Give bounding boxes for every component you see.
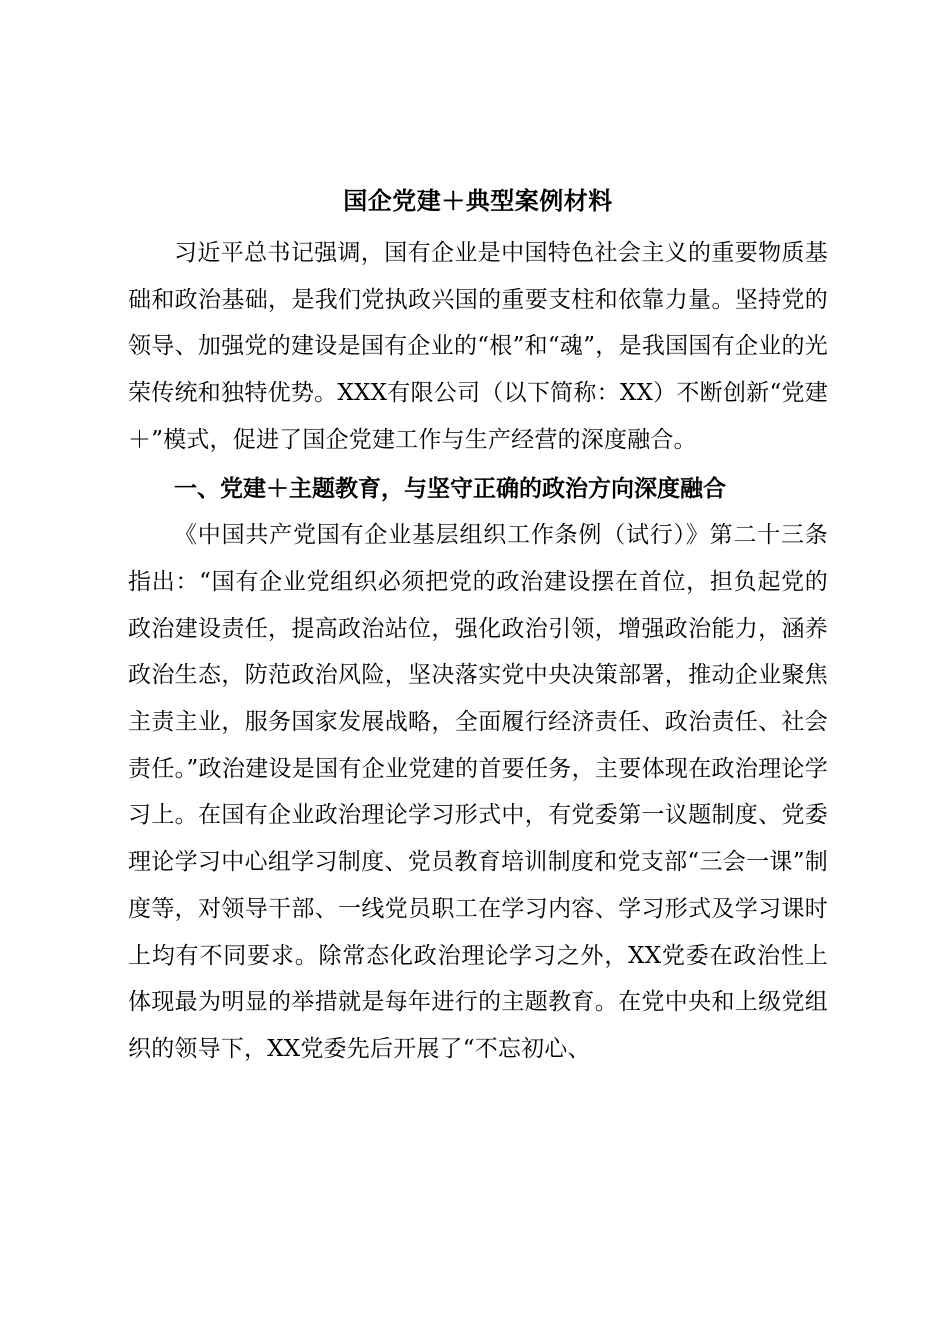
intro-paragraph: 习近平总书记强调，国有企业是中国特色社会主义的重要物质基础和政治基础，是我们党执政兴国的重要支柱和依靠力量。坚持党的领导、加强党的建设是国有企业的“根”和“魂”，是我国国有企业的光荣传统和独特优势。XXX有限公司（以下简称：XX）不断创新“党建＋”模式，促进了国企党建工作与生产经营的深度融合。 (128, 240, 828, 453)
document-body (128, 178, 828, 1073)
section-1-heading: 一、党建＋主题教育，与坚守正确的政治方向深度融合 (174, 474, 726, 502)
section-1-paragraph: 《中国共产党国有企业基层组织工作条例（试行）》第二十三条指出：“国有企业党组织必须把党的政治建设摆在首位，担负起党的政治建设责任，提高政治站位，强化政治引领，增强政治能力，涵养政治生态，防范政治风险，坚决落实党中央决策部署，推动企业聚焦主责主业，服务国家发展战略，全面履行经济责任、政治责任、社会责任。”政治建设是国有企业党建的首要任务，主要体现在政治理论学习上。在国有企业政治理论学习形式中，有党委第一议题制度、党委理论学习中心组学习制度、党员教育培训制度和党支部“三会一课”制度等，对领导干部、一线党员职工在学习内容、学习形式及学习课时上均有不同要求。除常态化政治理论学习之外，XX党委在政治性上体现最为明显的举措就是每年进行的主题教育。在党中央和上级党组织的领导下，XX党委先后开展了“不忘初心、 (128, 522, 828, 1062)
document-title: 国企党建＋典型案例材料 (343, 186, 613, 215)
